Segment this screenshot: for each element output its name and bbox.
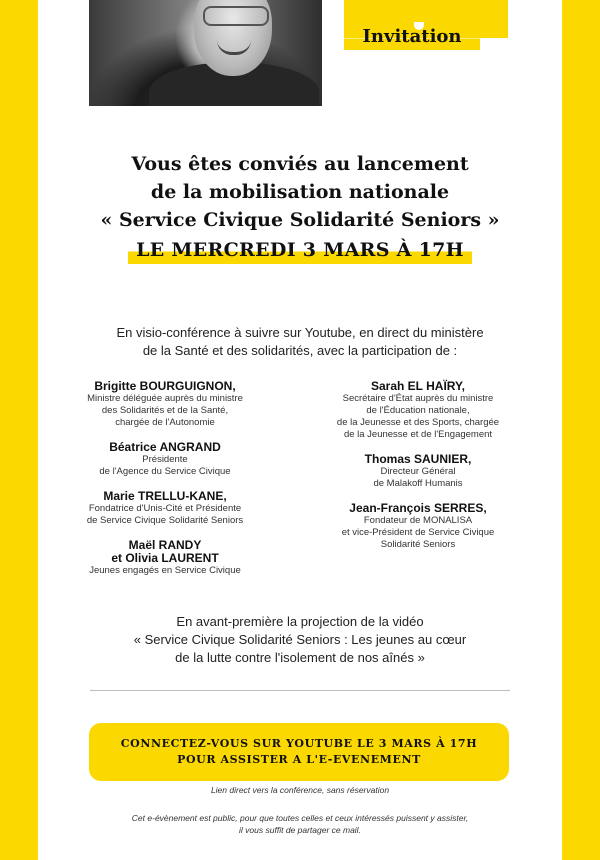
intro-line-2: de la Santé et des solidarités, avec la participation de : (142, 343, 458, 358)
participant-role: Fondatrice d'Unis-Cité et Présidente (88, 503, 242, 514)
participant-role: de la Jeunesse et de l'Engagement (343, 429, 493, 440)
participant (65, 441, 265, 478)
cta-line-1: CONNECTEZ-VOUS SUR YOUTUBE LE 3 MARS À 17H (120, 737, 478, 750)
preview-line-2: « Service Civique Solidarité Seniors : Les jeunes au cœur (133, 632, 467, 647)
participant-role: de Malakoff Humanis (373, 478, 463, 489)
participant-name: Maël RANDY (128, 538, 202, 552)
participant-role: des Solidarités et de la Santé, (101, 405, 229, 416)
participant-role: et vice-Président de Service Civique (341, 527, 495, 538)
participants-right-column (298, 380, 538, 563)
participant (298, 502, 538, 551)
photo-glasses-shape (203, 6, 269, 26)
participant-role: chargée de l'Autonomie (115, 417, 215, 428)
footer-line-1: Cet e-évènement est public, pour que toutes celles et ceux intéressés puissent y assister, (131, 813, 469, 823)
participant-name: et Olivia LAURENT (111, 551, 219, 565)
intro-line-1: En visio-conférence à suivre sur Youtube, en direct du ministère (116, 325, 484, 340)
preview-line-1: En avant-première la projection de la vidéo (176, 614, 424, 629)
participant-name: Brigitte BOURGUIGNON, (94, 379, 236, 393)
participant-role: Secrétaire d'État auprès du ministre (342, 393, 494, 404)
participant-name: Béatrice ANGRAND (109, 440, 221, 454)
headline (38, 150, 562, 264)
participant-name: Thomas SAUNIER, (364, 452, 472, 466)
intro-text (38, 324, 562, 360)
footer-line-2: il vous suffit de partager ce mail. (239, 825, 361, 835)
participant-name: Marie TRELLU-KANE, (103, 489, 227, 503)
participant-role: Fondateur de MONALISA (363, 515, 473, 526)
participant-role: de Service Civique Solidarité Seniors (86, 515, 244, 526)
invitation-page (38, 0, 562, 860)
youtube-cta-button[interactable] (89, 723, 509, 781)
headline-line-2: de la mobilisation nationale (150, 181, 450, 203)
direct-link-note: Lien direct vers la conférence, sans réservation (210, 785, 390, 795)
section-divider (90, 690, 510, 691)
participant-role: de la Jeunesse et des Sports, chargée (336, 417, 500, 428)
event-date: LE MERCREDI 3 MARS À 17H (128, 236, 472, 264)
participant-name: Jean-François SERRES, (349, 501, 487, 515)
cta-line-2: POUR ASSISTER A L'E-EVENEMENT (177, 753, 421, 766)
headline-line-1: Vous êtes conviés au lancement (131, 153, 469, 175)
participants-left-column (65, 380, 265, 589)
senior-woman-photo (89, 0, 322, 106)
participant-role: Présidente (142, 454, 188, 465)
headline-line-3: « Service Civique Solidarité Seniors » (100, 209, 500, 231)
participant (65, 380, 265, 429)
participant-role: Jeunes engagés en Service Civique (89, 565, 241, 576)
preview-text (38, 613, 562, 667)
participant-role: Solidarité Seniors (380, 539, 456, 550)
participant-role: Directeur Général (380, 466, 456, 477)
participant-role: de l'Éducation nationale, (366, 405, 470, 416)
participant (65, 539, 265, 577)
participant-role: Ministre déléguée auprès du ministre (87, 393, 243, 404)
invitation-badge: Invitation (344, 24, 480, 50)
footer-text (78, 812, 522, 836)
participant (65, 490, 265, 527)
participant (298, 453, 538, 490)
participant (298, 380, 538, 441)
preview-line-3: de la lutte contre l'isolement de nos aînés » (175, 650, 425, 665)
participant-name: Sarah EL HAÏRY, (370, 379, 466, 393)
participant-role: de l'Agence du Service Civique (99, 466, 231, 477)
